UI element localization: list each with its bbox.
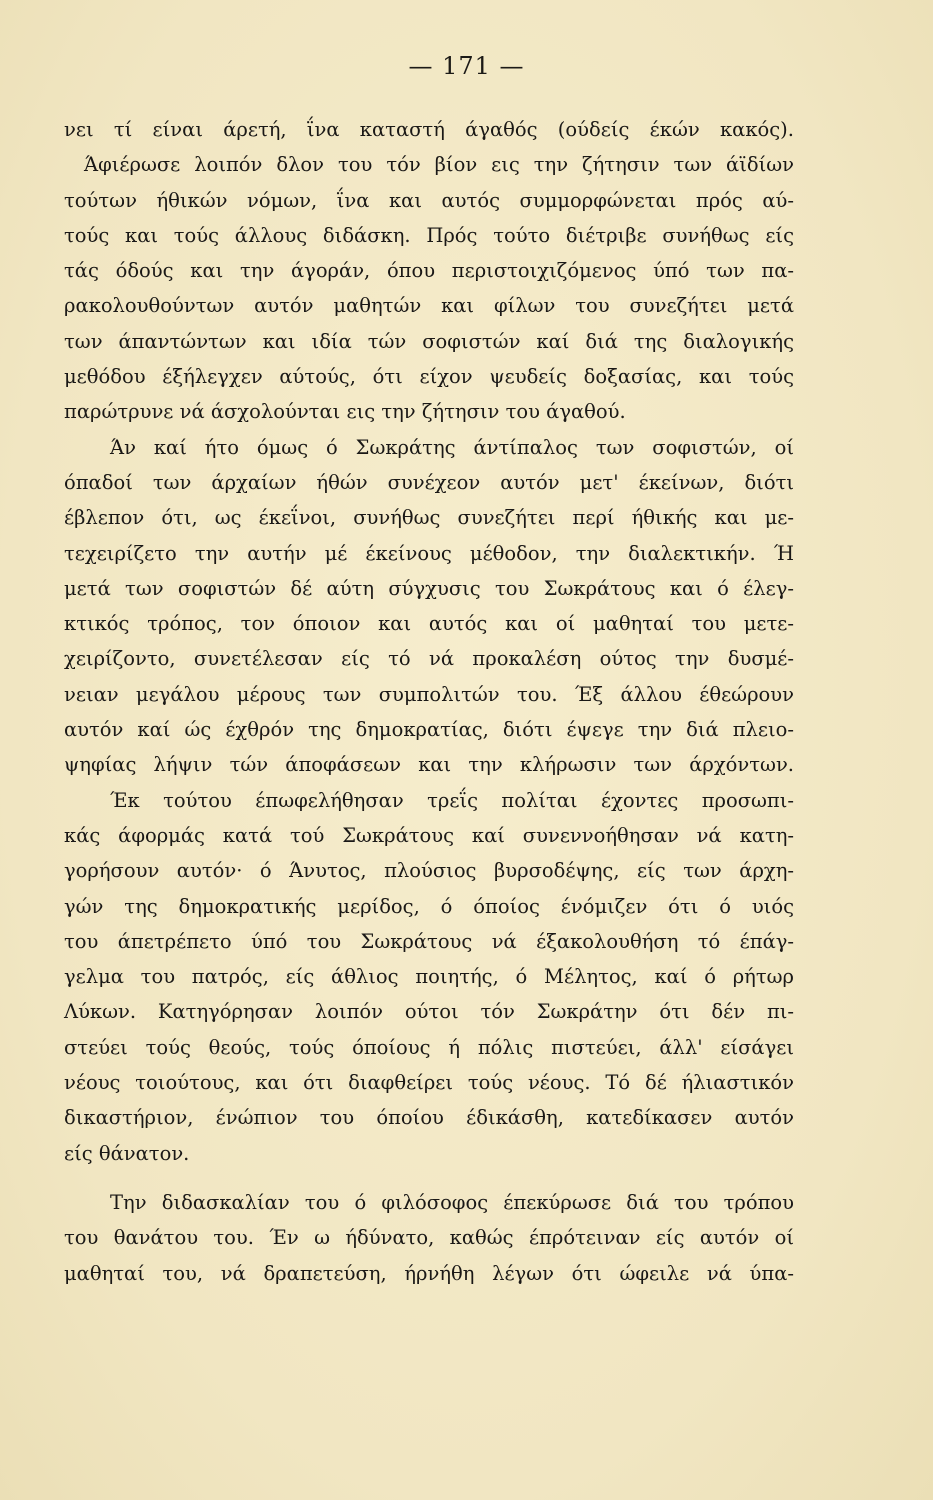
text-line: τεχειρίζετο την αυτήν μέ έκείνους μέθοδον, την διαλεκτικήν. Ή (64, 541, 794, 565)
body-text (64, 112, 794, 1291)
text-line: τούς και τούς άλλους διδάσκη. Πρός τούτο διέτριβε συνήθως είς (64, 223, 794, 247)
text-line: είς θάνατον. (64, 1141, 190, 1165)
text-line: δικαστήριον, ένώπιον του όποίου έδικάσθη, κατεδίκασεν αυτόν (64, 1106, 794, 1130)
text-line: γορήσουν αυτόν· ό Άνυτος, πλούσιος βυρσοδέψης, είς των άρχη- (64, 859, 794, 883)
text-line: νειαν μεγάλου μέρους των συμπολιτών του. Έξ άλλου έθεώρουν (64, 682, 794, 706)
text-line: αυτόν καί ώς έχθρόν της δημοκρατίας, διότι έψεγε την διά πλειο- (64, 718, 794, 742)
text-line: ρακολουθούντων αυτόν μαθητών και φίλων του συνεζήτει μετά (64, 294, 794, 318)
text-line: παρώτρυνε νά άσχολούνται εις την ζήτησιν του άγαθού. (64, 400, 626, 424)
text-line: κάς άφορμάς κατά τού Σωκράτους καί συνεννοήθησαν νά κατη- (64, 823, 794, 847)
text-line: τούτων ήθικών νόμων, ΐνα και αυτός συμμορφώνεται πρός αύ- (64, 188, 794, 212)
text-line: του θανάτου του. Έν ω ήδύνατο, καθώς έπρότειναν είς αυτόν οί (64, 1226, 794, 1250)
text-line: νέους τοιούτους, και ότι διαφθείρει τούς νέους. Τό δέ ήλιαστικόν (64, 1071, 794, 1095)
text-line: Άν καί ήτο όμως ό Σωκράτης άντίπαλος των σοφιστών, οί (110, 435, 794, 459)
text-line: Έκ τούτου έπωφελήθησαν τρεΐς πολίται έχοντες προσωπι- (110, 788, 794, 812)
paragraph-gap (64, 1171, 794, 1185)
text-line: γών της δημοκρατικής μερίδος, ό όποίος ένόμιζεν ότι ό υιός (64, 894, 794, 918)
text-line: Την διδασκαλίαν του ό φιλόσοφος έπεκύρωσε διά του τρόπου (110, 1190, 794, 1214)
text-line: μετά των σοφιστών δέ αύτη σύγχυσις του Σωκράτους και ό έλεγ- (64, 576, 794, 600)
text-line: έβλεπον ότι, ως έκεΐνοι, συνήθως συνεζήτει περί ήθικής και με- (64, 506, 794, 530)
text-line: του άπετρέπετο ύπό του Σωκράτους νά έξακολουθήση τό έπάγ- (64, 929, 794, 953)
text-line: ψηφίας λήψιν τών άποφάσεων και την κλήρωσιν των άρχόντων. (64, 753, 794, 777)
page-number: — 171 — (408, 52, 525, 80)
text-line: τάς όδούς και την άγοράν, όπου περιστοιχιζόμενος ύπό των πα- (64, 259, 794, 283)
text-line: όπαδοί των άρχαίων ήθών συνέχεον αυτόν μετ' έκείνων, διότι (64, 470, 794, 494)
text-line: νει τί είναι άρετή, ΐνα καταστή άγαθός (ούδείς έκών κακός). (64, 118, 794, 141)
text-line: χειρίζοντο, συνετέλεσαν είς τό νά προκαλέση ούτος την δυσμέ- (64, 647, 794, 671)
text-line: των άπαντώντων και ιδία τών σοφιστών καί διά της διαλογικής (64, 329, 794, 353)
text-line: μεθόδου έξήλεγχεν αύτούς, ότι είχον ψευδείς δοξασίας, και τούς (64, 365, 794, 389)
text-line: Λύκων. Κατηγόρησαν λοιπόν ούτοι τόν Σωκράτην ότι δέν πι- (64, 1000, 794, 1024)
text-line: Άφιέρωσε λοιπόν δλον του τόν βίον εις την ζήτησιν των άϊδίων (84, 153, 794, 177)
text-line: κτικός τρόπος, τον όποιον και αυτός και οί μαθηταί του μετε- (64, 612, 794, 636)
text-line: στεύει τούς θεούς, τούς όποίους ή πόλις πιστεύει, άλλ' είσάγει (64, 1035, 794, 1059)
text-line: μαθηταί του, νά δραπετεύση, ήρνήθη λέγων ότι ώφειλε νά ύπα- (64, 1261, 794, 1285)
text-line: γελμα του πατρός, είς άθλιος ποιητής, ό Μέλητος, καί ό ρήτωρ (64, 965, 794, 989)
